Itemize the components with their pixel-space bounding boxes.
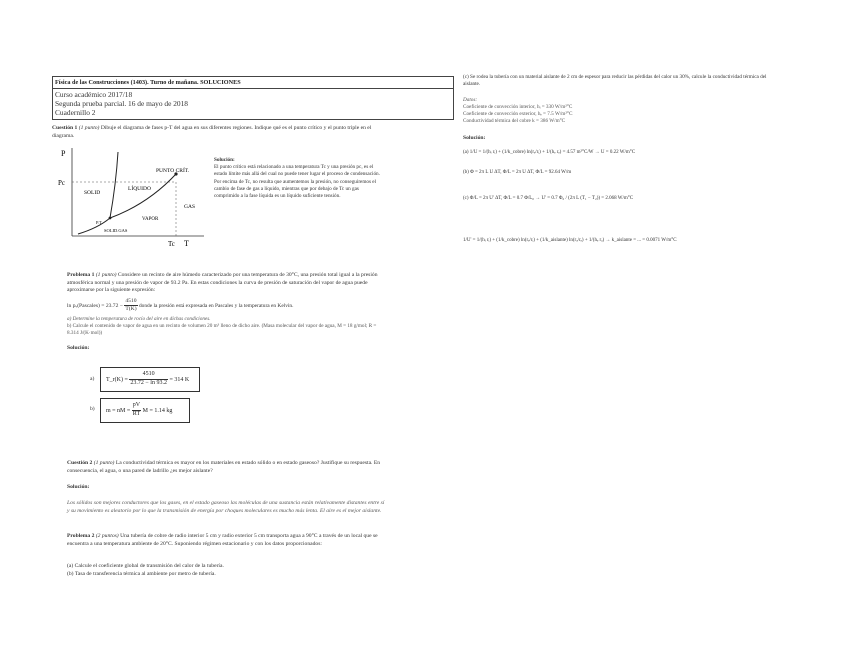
phase-diagram	[58, 144, 208, 250]
answer-b-box	[100, 398, 190, 423]
question-1-solution	[214, 157, 384, 200]
problem-1-questions	[67, 316, 383, 338]
answer-a-fraction	[129, 371, 168, 388]
question-1-points: (1 punto)	[78, 125, 100, 131]
answer-b-result: M = 1.14 kg	[142, 407, 173, 414]
question-1	[52, 125, 382, 140]
saturation-formula	[67, 298, 293, 314]
vaporization-curve	[110, 174, 176, 218]
problem-2-text: Una tubería de cobre de radio interior 5 cm y radio exterior 5 cm transporta agua a 90°C a través de un local que se encuentra a una temperatura ambiente de 20°C. Suponiendo régimen estacionario y con los datos proporcionados:	[67, 533, 378, 547]
problem-2-question-c: (c) Se rodea la tubería con un material aislante de 2 cm de espesor para reducir las pérdidas del calor un 30%, calcule la conductividad térmica del aislante.	[463, 74, 767, 88]
problem-1-heading: Problema 1	[67, 272, 95, 278]
answer-a-denominator: 23.72 − ln 93.2	[130, 379, 167, 386]
problem-2-eq-b: (b) Φ = 2π L U ΔT, Φ/L = 2π U ΔT, Φ/L = 92.64 W/m	[463, 170, 572, 175]
problem-2-solution-title: Solución:	[463, 135, 486, 141]
answer-a-result: = 314 K	[169, 376, 190, 383]
answer-b-fraction	[132, 402, 141, 419]
question-2-text: La conductividad térmica es mayor en los materiales en estado sólido o en estado gaseoso? Justifique su respuesta. En consecuencia, el agua, o una pared de ladrillo ¿es mejor aislante?	[67, 460, 381, 474]
question-1-text: Dibuje el diagrama de fases p-T del agua en sus diferentes regiones. Indique qué es el punto crítico y el punto triple en el diagrama.	[52, 125, 372, 139]
answer-b-denominator: RT	[132, 410, 141, 417]
vapor-region-label: VAPOR	[142, 217, 159, 222]
question-2-heading: Cuestión 2	[67, 460, 93, 466]
answer-a-numerator: 4510	[129, 371, 168, 380]
problem-1	[67, 272, 383, 295]
saturation-formula-note: donde la presión está expresada en Pascales y la temperatura en Kelvin.	[138, 303, 294, 310]
problem-2	[67, 533, 385, 548]
answer-a-lhs: T_r(K) =	[106, 376, 128, 383]
problem-1-solution-title: Solución:	[67, 345, 90, 351]
question-1-solution-text: El punto crítico está relacionado a una temperatura Tc y una presión pc, es el estado límite más allá del cual no puede tener lugar el proceso de condensación. Por encima de Tc, no resulta que aumentemos la presión, no conseguiremos el cambio de fase de gas a líquido, mientras que por debajo de Tc un gas comprimido a la fase líquida es un líquido suficiente tensión.	[214, 164, 380, 199]
problem-2-questions	[67, 563, 385, 578]
solid-region-label: SOLID	[84, 190, 101, 196]
solid-gas-label: SOLID.GAS	[104, 228, 128, 233]
booklet-number: Cuadernillo 2	[55, 108, 96, 117]
exam-title: Física de las Construcciones (1403). Turno de mañana. SOLUCIONES	[55, 79, 241, 86]
exam-date: Segunda prueba parcial. 16 de mayo de 2018	[55, 99, 188, 108]
saturation-formula-numerator: 4510	[124, 298, 137, 306]
problem-2-question-a: (a) Calcule el coeficiente global de transmisión del calor de la tubería.	[67, 563, 224, 569]
liquid-region-label: LÍQUIDO	[128, 186, 151, 192]
data-he: Coeficiente de convección exterior, hₑ = 7.5 W/m²°C	[463, 111, 573, 118]
critical-point-label: PUNTO CRÍT.	[156, 168, 190, 174]
problem-1-question-b: b) Calcule el contenido de vapor de agua en un recinto de volumen 20 m³ lleno de dicho aire. (Masa molecular del vapor de agua, M = 18 g/mol; R = 8.314 J/(K·mol))	[67, 323, 377, 337]
problem-1-question-a: a) Determine la temperatura de rocío del aire en dichas condiciones.	[67, 316, 211, 322]
saturation-formula-fraction	[124, 298, 137, 314]
saturation-formula-left: ln pᵥ(Pascales) = 23.72 −	[67, 303, 123, 310]
question-2-points: (1 punto)	[93, 460, 115, 466]
answer-b-label: b)	[90, 406, 95, 412]
header-box	[52, 76, 454, 120]
t-axis-label: T	[184, 239, 189, 248]
problem-1-text: Considere un recinto de aire húmedo caracterizado por una temperatura de 30°C, una presión total igual a la presión atmosférica normal y una presión de vapor de 93.2 Pa. En estas condiciones la curva de presión de saturación del vapor de agua puede aproximarse por la siguiente expresión:	[67, 272, 378, 294]
question-1-solution-title: Solución:	[214, 157, 235, 163]
problem-2-eq-c1: (c) Φ/L = 2π U' ΔT, Φ/L = 0.7 Φ/L₀ → U' = 0.7 Φ₀ / (2π L (T₁ − T₂)) = 2.068 W/m°C	[463, 196, 634, 201]
question-1-heading: Cuestión 1	[52, 125, 78, 131]
gas-region-label: GAS	[184, 204, 196, 210]
tc-label: Tc	[168, 240, 175, 248]
question-2-solution-title: Solución:	[67, 484, 90, 490]
saturation-formula-denominator: T(K)	[125, 306, 137, 313]
problem-2-data-title: Datos:	[463, 97, 478, 103]
p-axis-label: P	[61, 149, 66, 158]
fusion-curve	[110, 152, 118, 218]
pc-label: Pc	[58, 179, 65, 187]
data-hi: Coeficiente de convección interior, hᵢ = 330 W/m²°C	[463, 104, 573, 110]
course-year: Curso académico 2017/18	[55, 90, 133, 99]
triple-point-marker	[109, 217, 112, 220]
header-divider	[53, 88, 453, 89]
data-k-copper: Conductividad térmica del cobre k = 386 W/m°C	[463, 118, 566, 125]
question-2	[67, 460, 385, 475]
problem-1-points: (1 punto)	[95, 272, 117, 278]
problem-2-data	[463, 104, 783, 126]
answer-b-lhs: m = nM =	[106, 407, 131, 414]
answer-b-numerator: pV	[132, 402, 141, 411]
problem-2-eq-a: (a) 1/U = 1/(hᵢ rᵢ) + (1/k_cobre) ln(rₑ/rᵢ) + 1/(hₑ rₑ) = 4.57 m²°C/W → U = 0.22 W/m°C	[463, 150, 636, 155]
triple-point-label: P.T.	[96, 220, 103, 225]
problem-2-heading: Problema 2	[67, 533, 95, 539]
problem-2-eq-c2: 1/U' = 1/(hᵢ rᵢ) + (1/k_cobre) ln(rₑ/rᵢ) + (1/k_aislante) ln(rₐ/rₑ) + 1/(hₑ rₐ) → k_aislante = ... = 0.0071 W/m°C	[463, 238, 677, 243]
answer-a-box	[100, 367, 200, 392]
answer-a-label: a)	[90, 376, 95, 382]
problem-2-question-b: (b) Tasa de transferencia térmica al ambiente por metro de tubería.	[67, 570, 216, 577]
problem-2-points: (2 puntos)	[95, 533, 119, 539]
question-2-solution-text: Los sólidos son mejores conductores que los gases, en el estado gaseoso las moléculas de una sustancia están relativamente distantes entre sí y su movimiento es aleatorio por lo que la transmisión de energía por choques moleculares es mucho más lenta. El aire es el mejor aislante.	[67, 500, 385, 514]
